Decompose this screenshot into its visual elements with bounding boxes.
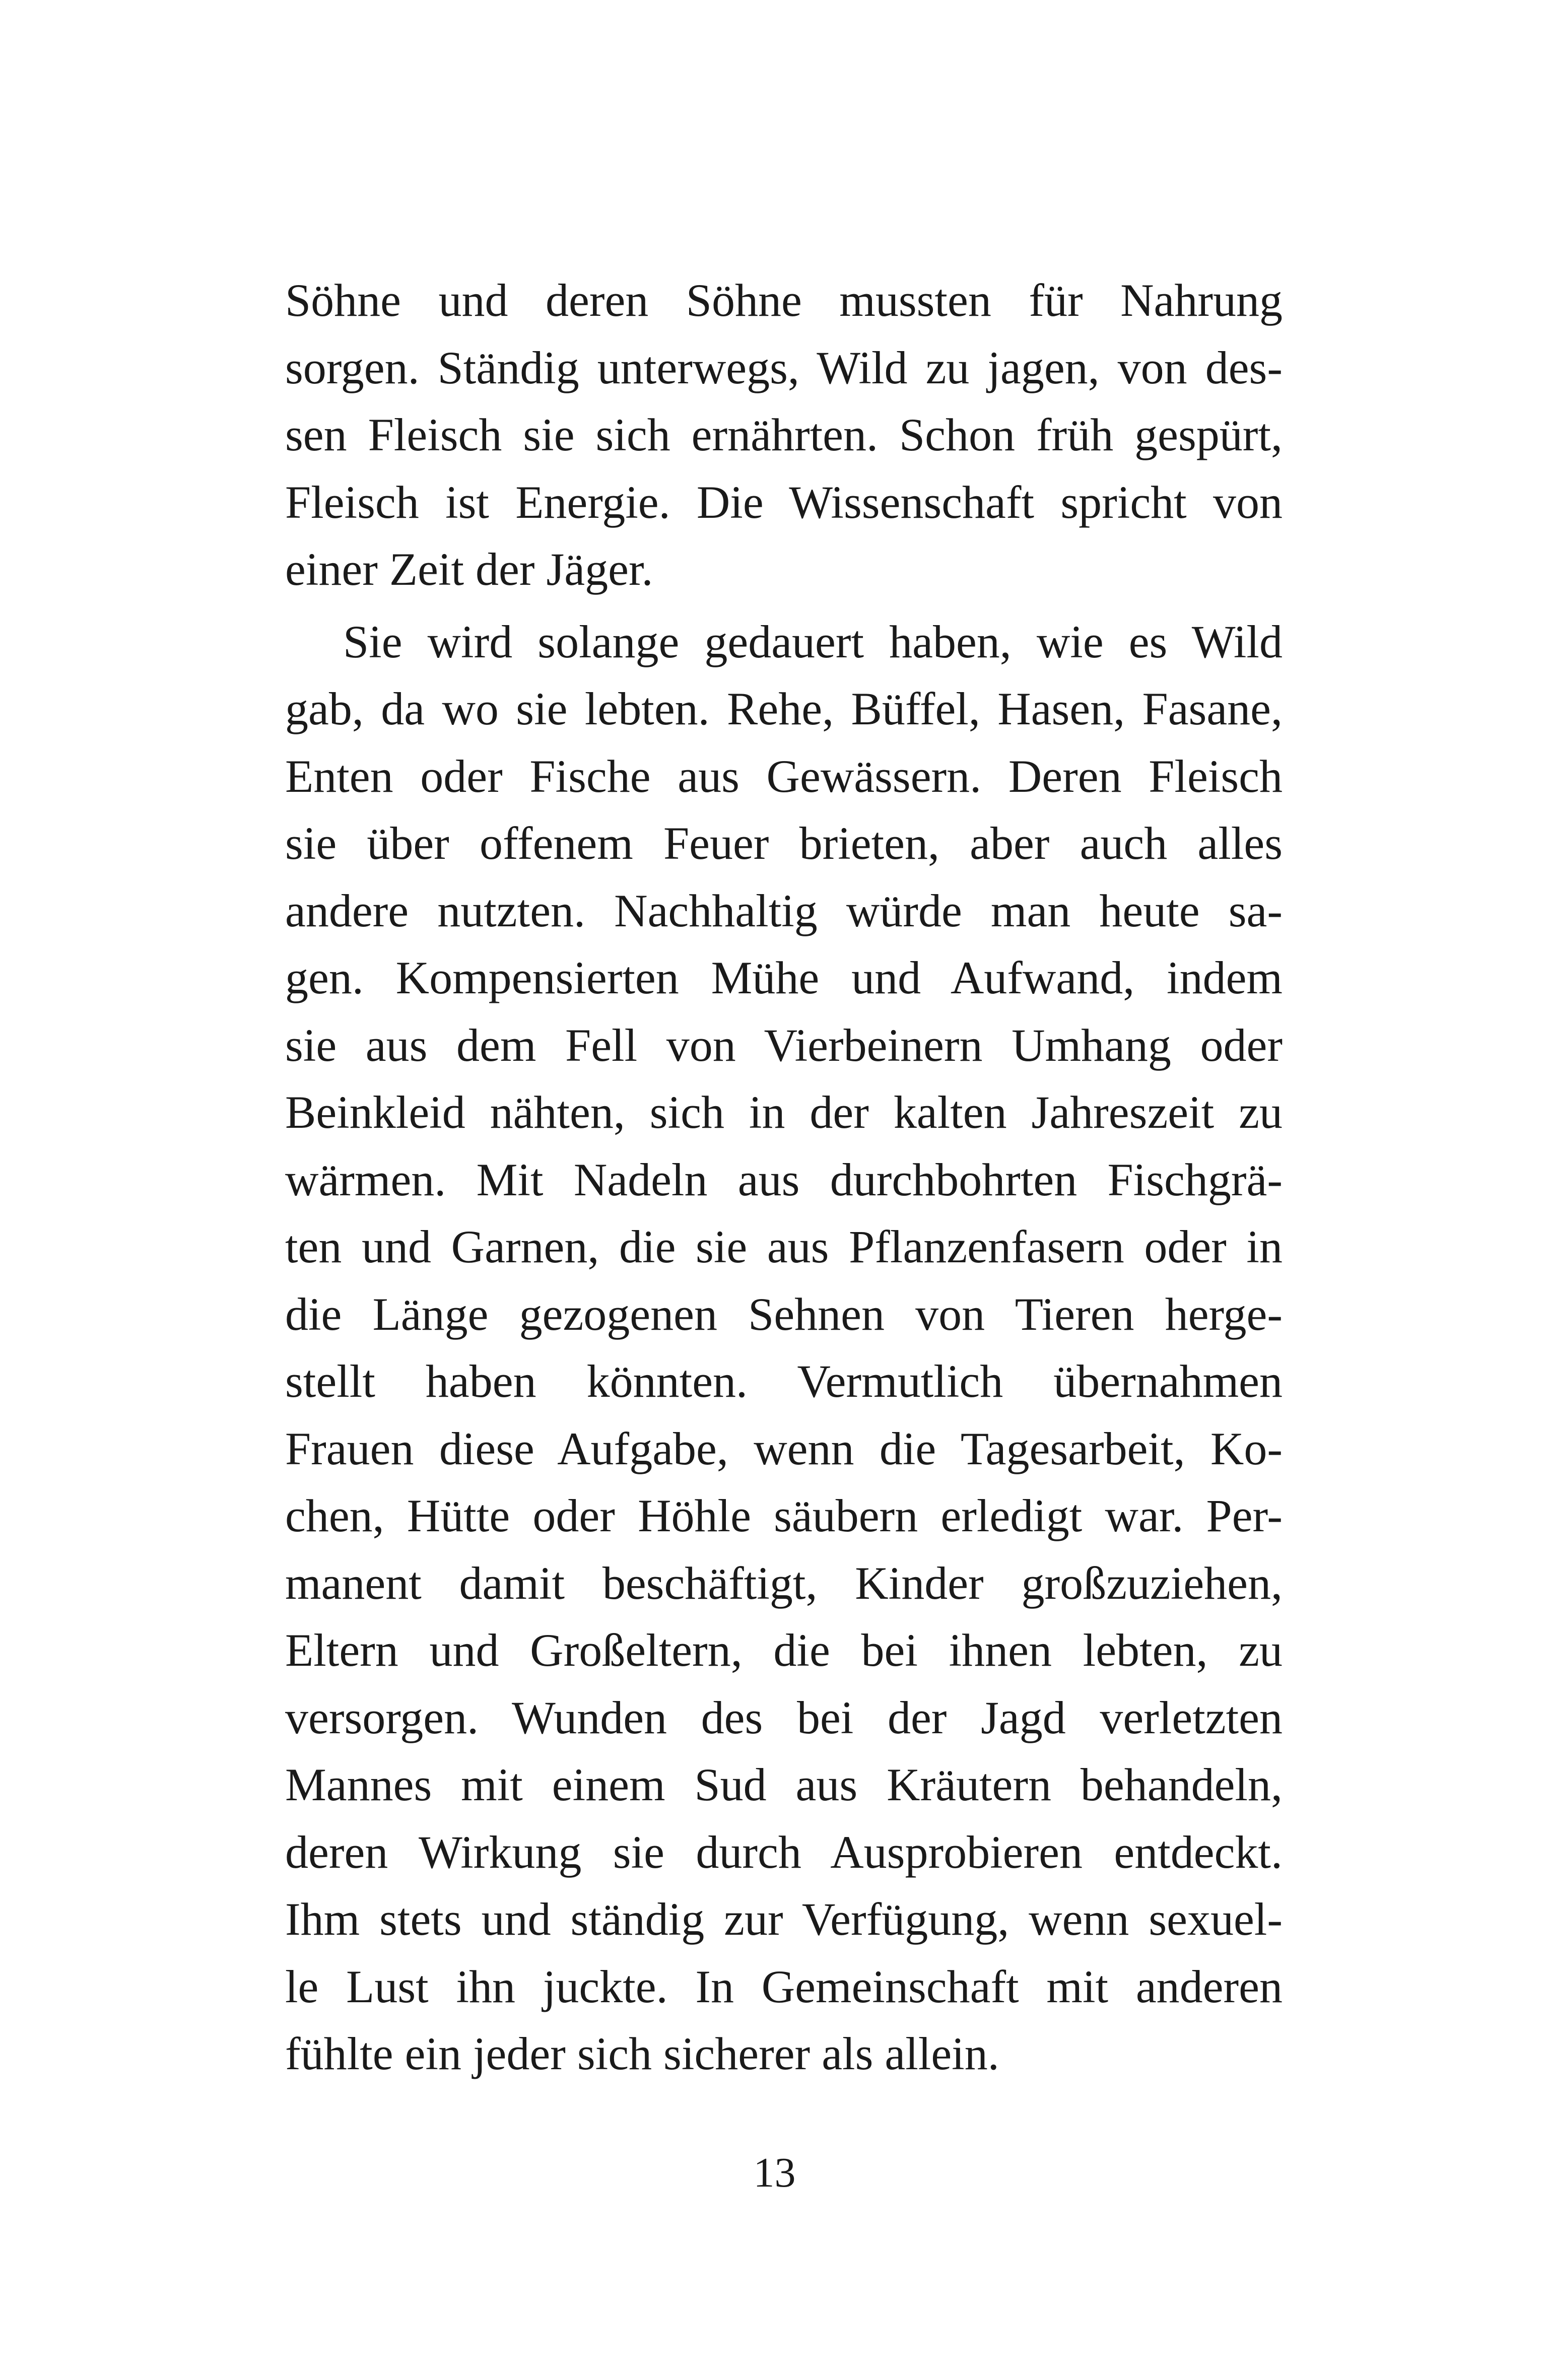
paragraph-2 bbox=[285, 608, 1283, 2088]
text-line: fühlte ein jeder sich sicherer als allein. bbox=[285, 2028, 999, 2079]
text-line: Mannes mit einem Sud aus Kräutern behandeln, bbox=[285, 1759, 1283, 1810]
text-line: sie aus dem Fell von Vierbeinern Umhang oder bbox=[285, 1019, 1283, 1071]
text-line: andere nutzten. Nachhaltig würde man heute sa- bbox=[285, 885, 1283, 936]
text-line: einer Zeit der Jäger. bbox=[285, 543, 653, 595]
text-line-indented: Sie wird solange gedauert haben, wie es Wild bbox=[343, 616, 1283, 667]
body-text bbox=[285, 267, 1283, 2088]
text-line: chen, Hütte oder Höhle säubern erledigt war. Per- bbox=[285, 1490, 1283, 1541]
text-line: Söhne und deren Söhne mussten für Nahrung bbox=[285, 275, 1283, 326]
text-line: Fleisch ist Energie. Die Wissenschaft spricht von bbox=[285, 476, 1283, 528]
text-line: le Lust ihn juckte. In Gemeinschaft mit anderen bbox=[285, 1960, 1283, 2012]
text-line: sie über offenem Feuer brieten, aber auch alles bbox=[285, 818, 1283, 869]
text-line: Eltern und Großeltern, die bei ihnen lebten, zu bbox=[285, 1624, 1283, 1676]
text-line: stellt haben könnten. Vermutlich übernahmen bbox=[285, 1355, 1283, 1407]
text-line: gab, da wo sie lebten. Rehe, Büffel, Hasen, Fasane, bbox=[285, 683, 1283, 734]
text-line: Beinkleid nähten, sich in der kalten Jahreszeit zu bbox=[285, 1086, 1283, 1138]
text-line: sorgen. Ständig unterwegs, Wild zu jagen, von des- bbox=[285, 342, 1283, 393]
text-line: Frauen diese Aufgabe, wenn die Tagesarbeit, Ko- bbox=[285, 1422, 1283, 1474]
text-line: manent damit beschäftigt, Kinder großzuziehen, bbox=[285, 1557, 1283, 1609]
text-line: die Länge gezogenen Sehnen von Tieren herge- bbox=[285, 1288, 1283, 1340]
text-line: ten und Garnen, die sie aus Pflanzenfasern oder in bbox=[285, 1221, 1283, 1272]
paragraph-gap bbox=[285, 603, 1283, 608]
page-number: 13 bbox=[753, 2149, 796, 2196]
text-line: Enten oder Fische aus Gewässern. Deren Fleisch bbox=[285, 750, 1283, 802]
text-line: Ihm stets und ständig zur Verfügung, wenn sexuel- bbox=[285, 1893, 1283, 1945]
text-line: versorgen. Wunden des bei der Jagd verletzten bbox=[285, 1691, 1283, 1743]
text-line: deren Wirkung sie durch Ausprobieren entdeckt. bbox=[285, 1826, 1283, 1878]
text-line: sen Fleisch sie sich ernährten. Schon früh gespürt, bbox=[285, 409, 1283, 460]
text-line: wärmen. Mit Nadeln aus durchbohrten Fischgrä- bbox=[285, 1153, 1283, 1205]
text-line: gen. Kompensierten Mühe und Aufwand, indem bbox=[285, 952, 1283, 1003]
paragraph-1 bbox=[285, 267, 1283, 603]
